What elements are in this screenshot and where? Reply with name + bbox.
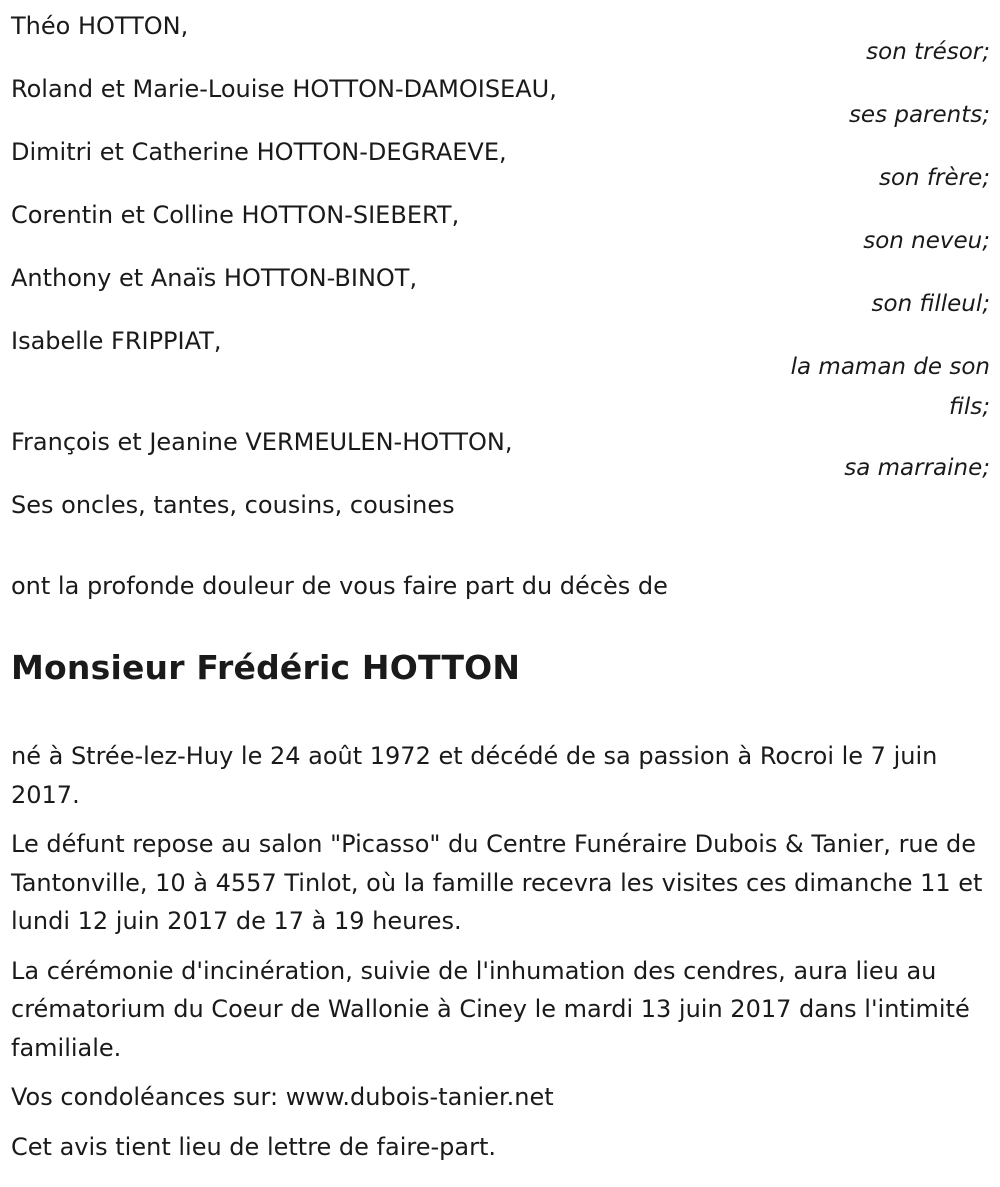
family-entry [11,9,990,72]
family-member-relation: son frère; [878,165,990,191]
family-entry [11,72,990,135]
family-member-relation: ses parents; [848,102,990,128]
announcement-intro: ont la profonde douleur de vous faire part du décès de [11,572,668,600]
family-member-relation: sa marraine; [844,455,990,481]
family-member-name: Dimitri et Catherine HOTTON-DEGRAEVE, [11,138,507,166]
family-entry [11,261,990,324]
family-member-name: Ses oncles, tantes, cousins, cousines [11,491,455,519]
family-entry [11,425,990,488]
family-member-name: Isabelle FRIPPIAT, [11,327,222,355]
family-member-relation: son filleul; [871,291,990,317]
closing-note: Cet avis tient lieu de lettre de faire-part. [11,1132,496,1161]
family-member-relation: la maman de son fils; [790,354,990,420]
family-member-relation: son trésor; [866,39,990,65]
family-member-relation: son neveu; [863,228,990,254]
family-entry [11,198,990,261]
family-entry [11,135,990,198]
deceased-name: Monsieur Frédéric HOTTON [11,648,521,687]
family-member-name: Anthony et Anaïs HOTTON-BINOT, [11,264,418,292]
visitation-details: Le défunt repose au salon "Picasso" du Centre Funéraire Dubois & Tanier, rue de Tantonville, 10 à 4557 Tinlot, où la famille recevra les visites ces dimanche 11 et lundi 12 juin 2017 de 17 à 19 heures. [11,830,983,935]
family-member-name: François et Jeanine VERMEULEN-HOTTON, [11,428,513,456]
condolences-info: Vos condoléances sur: www.dubois-tanier.net [11,1083,554,1111]
family-entry [11,324,990,425]
family-list [11,0,990,538]
family-member-name: Corentin et Colline HOTTON-SIEBERT, [11,201,460,229]
family-entry [11,488,990,538]
family-member-name: Théo HOTTON, [11,12,189,40]
ceremony-details: La cérémonie d'incinération, suivie de l'inhumation des cendres, aura lieu au crématorium du Coeur de Wallonie à Ciney le mardi 13 juin 2017 dans l'intimité familiale. [11,956,970,1062]
birth-death-details: né à Strée-lez-Huy le 24 août 1972 et décédé de sa passion à Rocroi le 7 juin 2017. [11,742,938,809]
family-member-name: Roland et Marie-Louise HOTTON-DAMOISEAU, [11,75,557,103]
